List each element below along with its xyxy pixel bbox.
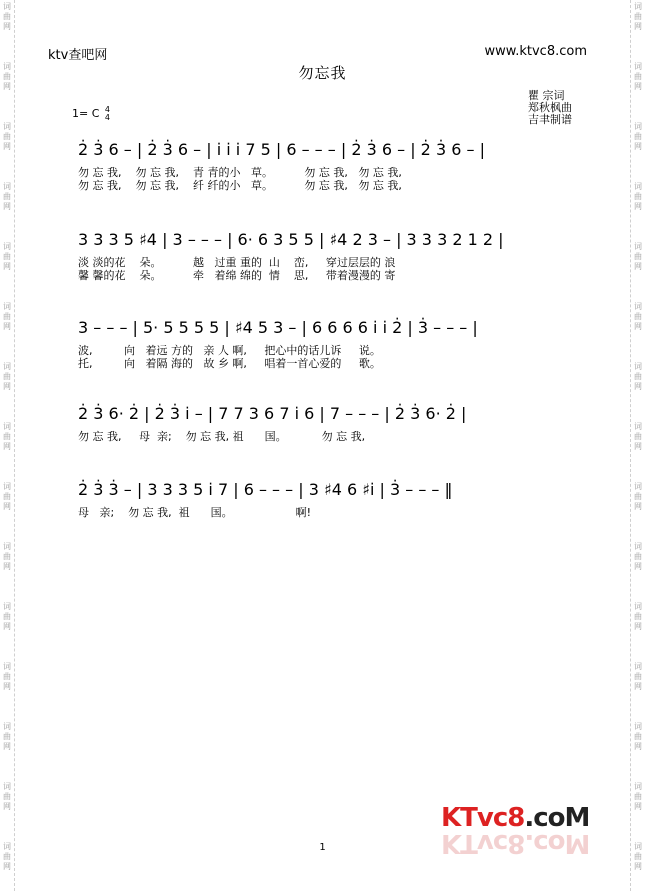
- key-label: 1= C: [72, 107, 100, 120]
- side-watermark-label: 词 曲 网: [3, 842, 11, 871]
- side-watermark-label: 词 曲 网: [3, 542, 11, 571]
- notation-line: 2̇ 3̇ 3̇ – | 3 3 3 5 i̇ 7 | 6 – – – | 3 ♯4 6 ♯i̇ | 3̇ – – – ‖: [78, 480, 453, 499]
- side-watermark-label: 词 曲 网: [634, 842, 642, 871]
- side-watermark-label: 词 曲 网: [3, 602, 11, 631]
- side-watermark-label: 词 曲 网: [3, 302, 11, 331]
- notation-line: 2̇ 3̇ 6 – | 2̇ 3̇ 6 – | i̇ i̇ i̇ 7 5 | 6 – – – | 2̇ 3̇ 6 – | 2̇ 3̇ 6 – |: [78, 140, 485, 159]
- side-watermark-label: 词 曲 网: [3, 782, 11, 811]
- side-watermark-label: 词 曲 网: [634, 2, 642, 31]
- side-watermark-label: 词 曲 网: [634, 302, 642, 331]
- site-url-right: www.ktvc8.com: [484, 44, 587, 59]
- side-watermark-label: 词 曲 网: [634, 542, 642, 571]
- lyricist-credit: 瞿 宗词: [528, 89, 565, 102]
- score-row-5: [78, 480, 578, 519]
- side-watermark-label: 词 曲 网: [3, 482, 11, 511]
- side-watermark-label: 词 曲 网: [3, 62, 11, 91]
- key-signature: [72, 106, 110, 122]
- lyric-verse-2: 勿 忘 我, 勿 忘 我, 纤 纤的小 草。 勿 忘 我, 勿 忘 我,: [78, 179, 402, 192]
- site-name-left: ktv查吧网: [48, 48, 108, 63]
- logo-reflection-dark: .coM: [524, 828, 590, 858]
- side-watermark-label: 词 曲 网: [634, 722, 642, 751]
- side-watermark-label: 词 曲 网: [634, 482, 642, 511]
- lyric-verse-1: 勿 忘 我, 勿 忘 我, 青 青的小 草。 勿 忘 我, 勿 忘 我,: [78, 166, 402, 179]
- score-row-2: [78, 230, 578, 282]
- side-watermark-label: 词 曲 网: [634, 122, 642, 151]
- page-number: 1: [319, 842, 326, 853]
- side-watermark-label: 词 曲 网: [634, 782, 642, 811]
- time-bottom: 4: [104, 113, 110, 122]
- lyric-verse-2: 馨 馨的花 朵。 牵 着绵 绵的 情 思, 带着漫漫的 寄: [78, 269, 396, 282]
- time-signature: [105, 106, 110, 122]
- side-watermark-label: 词 曲 网: [3, 182, 11, 211]
- notation-line: 3 3 3 5 ♯4 | 3 – – – | 6· 6 3 5 5 | ♯4 2 3 – | 3 3 3 2 1 2 |: [78, 230, 504, 249]
- side-watermark-label: 词 曲 网: [3, 122, 11, 151]
- time-top: 4: [104, 105, 110, 114]
- notation-line: 3 – – – | 5· 5 5 5 5 | ♯4 5 3 – | 6 6 6 6 i̇ i̇ 2̇ | 3̇ – – – |: [78, 318, 478, 337]
- side-watermark-label: 词 曲 网: [634, 422, 642, 451]
- side-watermark-label: 词 曲 网: [3, 422, 11, 451]
- side-watermark-label: 词 曲 网: [634, 62, 642, 91]
- logo-dark-part: .coM: [524, 803, 590, 833]
- credits: [528, 90, 572, 126]
- logo-reflection-red: KTvc8: [441, 828, 525, 858]
- lyric-verse-1: 淡 淡的花 朵。 越 过重 重的 山 峦, 穿过层层的 浪: [78, 256, 396, 269]
- side-watermark-label: 词 曲 网: [3, 242, 11, 271]
- lyric-verse-1: 母 亲; 勿 忘 我, 祖 国。 啊!: [78, 506, 311, 519]
- lyric-verse-1: 波, 向 着远 方的 亲 人 啊, 把心中的话儿诉 说。: [78, 344, 381, 357]
- lyric-verse-2: 托, 向 着隔 海的 故 乡 啊, 唱着一首心爱的 歌。: [78, 357, 381, 370]
- side-watermark-label: 词 曲 网: [634, 182, 642, 211]
- side-watermark-label: 词 曲 网: [3, 662, 11, 691]
- composer-credit: 郑秋枫曲: [528, 101, 572, 114]
- side-watermark-label: 词 曲 网: [3, 722, 11, 751]
- score-row-4: [78, 404, 578, 443]
- transcriber-credit: 吉聿制谱: [528, 113, 572, 126]
- lyric-verse-1: 勿 忘 我, 母 亲; 勿 忘 我, 祖 国。 勿 忘 我,: [78, 430, 366, 443]
- side-watermark-label: 词 曲 网: [634, 362, 642, 391]
- side-watermark-label: 词 曲 网: [3, 362, 11, 391]
- side-watermark-label: 词 曲 网: [634, 602, 642, 631]
- score-row-1: [78, 140, 578, 192]
- side-watermark-label: 词 曲 网: [3, 2, 11, 31]
- song-title: 勿忘我: [298, 64, 347, 82]
- notation-line: 2̇ 3̇ 6· 2̇ | 2̇ 3̇ i̇ – | 7 7 3 6 7 i̇ 6 | 7 – – – | 2̇ 3̇ 6· 2̇ |: [78, 404, 467, 423]
- side-watermark-label: 词 曲 网: [634, 242, 642, 271]
- header-line: [48, 44, 587, 63]
- logo-red-part: KTvc8: [441, 803, 525, 833]
- score-row-3: [78, 318, 578, 370]
- side-watermark-label: 词 曲 网: [634, 662, 642, 691]
